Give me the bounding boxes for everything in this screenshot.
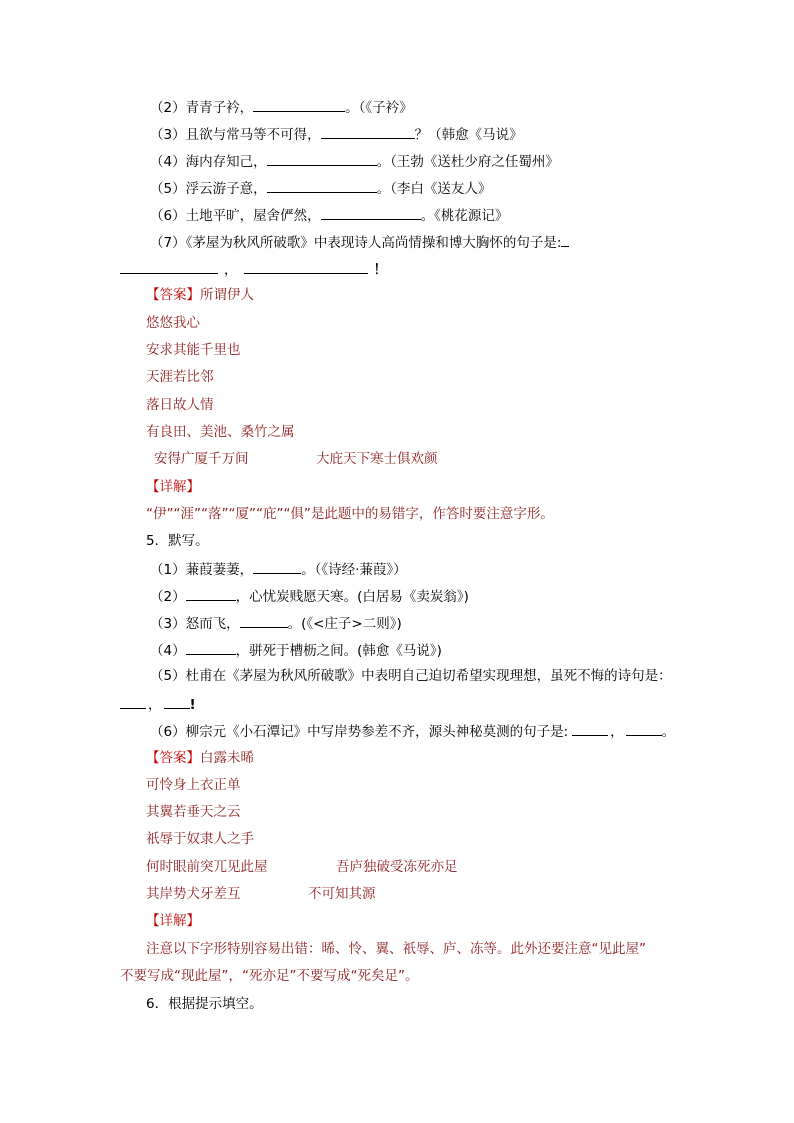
item-number: （5） <box>150 181 186 197</box>
q4-item-2 <box>150 97 413 117</box>
item-source: ？（韩愈《马说》 <box>414 127 523 143</box>
item-number: （4） <box>150 154 186 170</box>
item-number: （7） <box>150 235 186 251</box>
q5-answer: 其岸势犬牙差互 <box>146 886 241 902</box>
q4-answer: 落日故人情 <box>146 397 214 413</box>
answer-blank[interactable] <box>244 259 368 274</box>
q5-item-6 <box>150 721 675 741</box>
q5-item-5-blanks <box>120 694 196 714</box>
q5-answer: 可怜身上衣正单 <box>146 777 241 793</box>
item-number: （4） <box>150 643 186 659</box>
answer-blank[interactable] <box>321 124 415 139</box>
answer-text: 白露未晞 <box>200 750 254 766</box>
q4-answer: 安得广厦千万间 <box>154 451 249 467</box>
q5-detail-line-1: 注意以下字形特别容易出错：晞、怜、翼、祇辱、庐、冻等。此外还要注意“见此屋” <box>146 941 646 957</box>
q5-item-5 <box>150 667 672 685</box>
q5-item-2 <box>150 586 469 606</box>
answer-blank[interactable] <box>572 721 608 736</box>
item-source: ，心忧炭贱愿天寒。(白居易《卖炭翁》) <box>235 589 469 605</box>
q4-detail: “伊”“涯”“落”“厦”“庇”“俱”是此题中的易错字，作答时要注意字形。 <box>146 506 554 522</box>
answer-tag: 【答案】 <box>146 750 200 766</box>
answer-blank[interactable] <box>120 259 218 274</box>
end-mark: ！ <box>373 262 387 278</box>
answer-text: 所谓伊人 <box>200 287 254 303</box>
item-source: 。（王勃《送杜少府之任蜀州》 <box>376 154 559 170</box>
item-number: （1） <box>150 562 186 578</box>
q4-item-6 <box>150 205 508 225</box>
item-number: （2） <box>150 589 186 605</box>
q5-item-1 <box>150 559 407 579</box>
item-source: 。（《子衿》 <box>345 100 413 116</box>
answer-blank[interactable] <box>321 205 421 220</box>
answer-blank[interactable] <box>253 97 345 112</box>
answer-blank[interactable] <box>253 559 301 574</box>
item-source: 。(《<庄子>二则》) <box>287 616 402 632</box>
item-prompt: 《茅屋为秋风所破歌》中表现诗人高尚情操和博大胸怀的句子是: <box>185 235 562 251</box>
item-prefix: 浮云游子意， <box>185 181 267 197</box>
item-number: （6） <box>150 208 186 224</box>
item-number: （2） <box>150 100 186 116</box>
answer-blank[interactable] <box>240 613 288 628</box>
q5-answer: 祇辱于奴隶人之手 <box>146 831 254 847</box>
q4-answer: 天涯若比邻 <box>146 369 214 385</box>
q4-answer: 悠悠我心 <box>146 315 200 331</box>
item-source: ，骈死于槽枥之间。(韩愈《马说》) <box>235 643 442 659</box>
item-source: 。（《诗经·蒹葭》） <box>301 562 407 578</box>
separator: ， <box>148 697 162 713</box>
answer-blank[interactable] <box>561 232 569 247</box>
q4-item-7-blanks <box>120 259 387 279</box>
answer-blank[interactable] <box>267 178 377 193</box>
item-source: 。《桃花源记》 <box>420 208 509 224</box>
q5-detail-tag: 【详解】 <box>146 913 200 929</box>
item-number: （5） <box>150 668 186 684</box>
q4-answer: 大庇天下寒士俱欢颜 <box>316 451 438 467</box>
item-prefix: 土地平旷，屋舍俨然， <box>185 208 321 224</box>
q4-detail-tag: 【详解】 <box>146 479 200 495</box>
item-number: （3） <box>150 616 186 632</box>
answer-blank[interactable] <box>164 694 190 709</box>
separator: ， <box>610 724 624 740</box>
end-mark: ! <box>189 697 196 713</box>
answer-blank[interactable] <box>626 721 662 736</box>
item-prefix: 青青子衿， <box>185 100 254 116</box>
q5-answer-header <box>146 749 254 767</box>
q5-item-3 <box>150 613 402 633</box>
answer-blank[interactable] <box>186 640 236 655</box>
q5-title: 5．默写。 <box>146 533 209 549</box>
end-mark: 。 <box>661 724 676 740</box>
q6-title: 6．根据提示填空。 <box>146 996 263 1012</box>
q4-answer-header <box>146 286 254 304</box>
q4-item-7 <box>150 232 569 252</box>
separator: ， <box>224 262 238 278</box>
q4-item-4 <box>150 151 559 171</box>
q4-item-3 <box>150 124 523 144</box>
q5-item-4 <box>150 640 442 660</box>
item-number: （6） <box>150 724 186 740</box>
q5-answer: 不可知其源 <box>308 886 376 902</box>
item-number: （3） <box>150 127 186 143</box>
item-prefix: 蒹葭萋萋， <box>185 562 254 578</box>
q5-answer: 何时眼前突兀见此屋 <box>146 859 268 875</box>
q5-answer: 吾庐独破受冻死亦足 <box>336 859 458 875</box>
item-source: 。（李白《送友人》 <box>376 181 492 197</box>
q4-answer: 有良田、美池、桑竹之属 <box>146 424 295 440</box>
answer-tag: 【答案】 <box>146 287 200 303</box>
item-prefix: 海内存知己， <box>185 154 267 170</box>
q5-answer: 其翼若垂天之云 <box>146 804 241 820</box>
q4-answer: 安求其能千里也 <box>146 342 241 358</box>
q5-detail-line-2: 不要写成“现此屋”，“死亦足”不要写成“死矣足”。 <box>120 968 419 984</box>
answer-blank[interactable] <box>267 151 377 166</box>
item-prompt: 杜甫在《茅屋为秋风所破歌》中表明自己迫切希望实现理想，虽死不悔的诗句是： <box>185 668 672 684</box>
q4-item-5 <box>150 178 491 198</box>
answer-blank[interactable] <box>120 694 146 709</box>
item-prefix: 且欲与常马等不可得， <box>185 127 321 143</box>
answer-blank[interactable] <box>186 586 236 601</box>
item-prefix: 怒而飞， <box>185 616 240 632</box>
item-prompt: 柳宗元《小石潭记》中写岸势参差不齐，源头神秘莫测的句子是: <box>185 724 569 740</box>
